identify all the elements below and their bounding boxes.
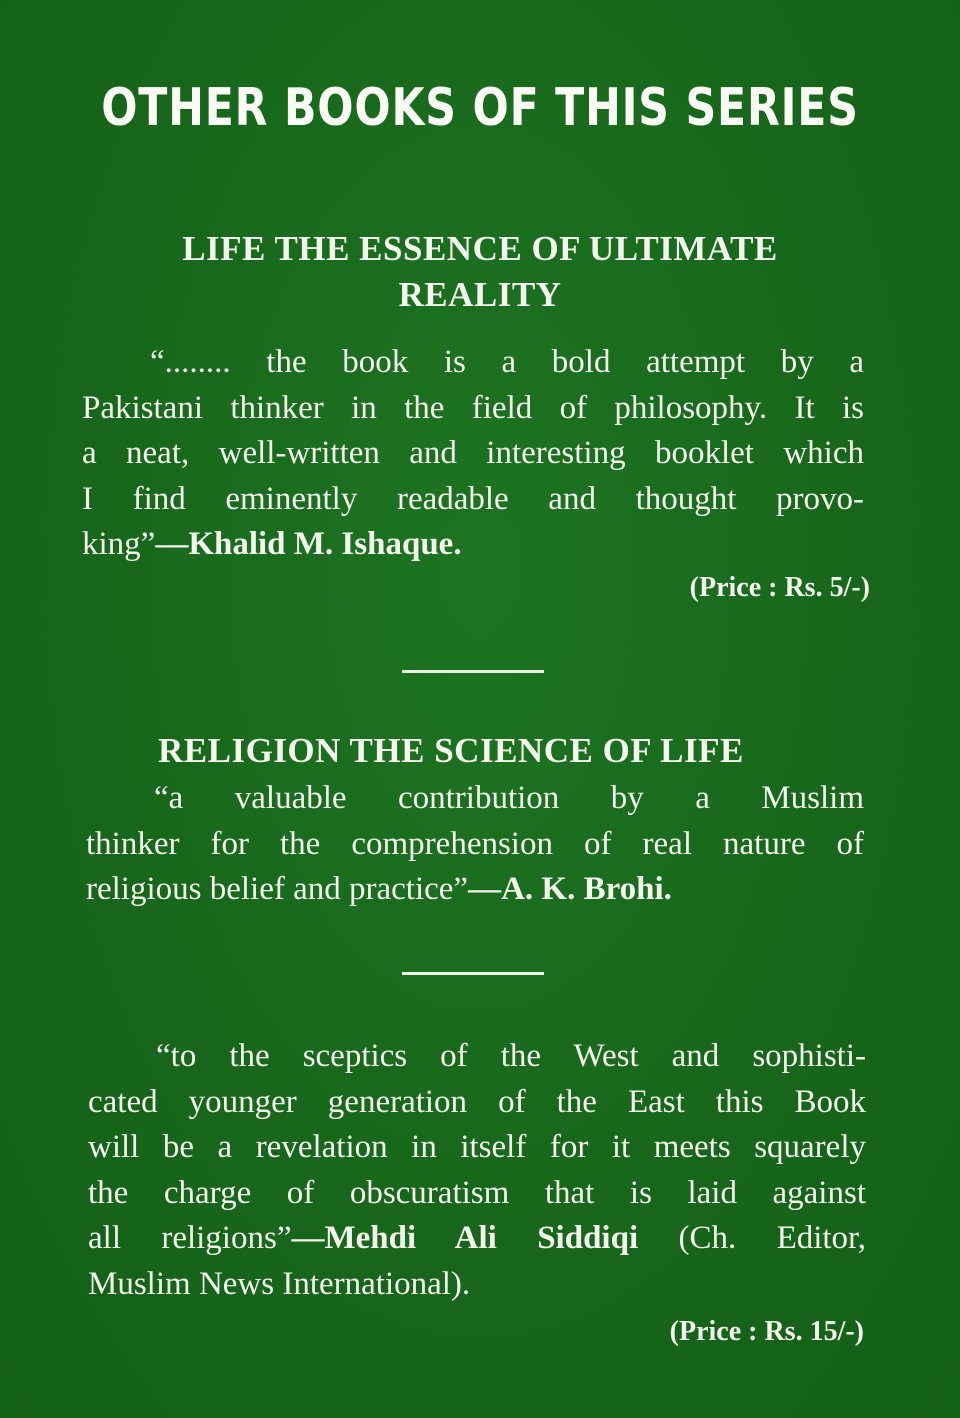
book-title-2: RELIGION THE SCIENCE OF LIFE [158, 731, 744, 770]
review-2-line-1: “a valuable contribution by a Muslim [154, 780, 864, 816]
section-divider-1 [402, 670, 544, 673]
review-3-author-title: (Ch. Editor, [638, 1220, 866, 1256]
book-2-price: (Price : Rs. 15/-) [669, 1316, 864, 1347]
review-2-text-end: religious belief and practice” [86, 871, 469, 907]
book-title-1 [80, 226, 880, 318]
book-2-review [86, 776, 864, 913]
review-3-text-end: all religions” [88, 1220, 292, 1256]
review-1-line-4: I find eminently readable and thought provo- [82, 480, 864, 517]
review-3-line-5 [88, 1216, 866, 1262]
review-3-line-2: cated younger generation of the East this Book [88, 1083, 866, 1120]
review-2-author: —A. K. Brohi. [468, 871, 672, 907]
book-2-review-2 [88, 1034, 866, 1307]
review-3-line-6: Muslim News International). [88, 1265, 471, 1302]
review-1-line-5 [82, 522, 864, 568]
review-1-line-1: “........ the book is a bold attempt by a [150, 344, 864, 380]
section-divider-2 [402, 972, 544, 975]
review-1-line-2: Pakistani thinker in the field of philosophy. It is [82, 389, 864, 426]
review-3-line-4: the charge of obscuratism that is laid against [88, 1174, 866, 1211]
page-heading: OTHER BOOKS OF THIS SERIES [101, 78, 859, 138]
book-1-review [82, 340, 864, 568]
review-1-line-3: a neat, well-written and interesting booklet which [82, 435, 864, 471]
review-2-line-3 [86, 867, 864, 913]
book-title-1-line1: LIFE THE ESSENCE OF ULTIMATE [182, 229, 778, 268]
review-2-line-2: thinker for the comprehension of real nature of [86, 825, 864, 862]
book-1-price: (Price : Rs. 5/-) [689, 572, 870, 603]
book-title-1-line2: REALITY [398, 275, 562, 314]
review-3-line-1: “to the sceptics of the West and sophisti- [156, 1038, 866, 1074]
review-1-author: —Khalid M. Ishaque. [155, 526, 462, 562]
review-3-author: —Mehdi Ali Siddiqi [291, 1220, 639, 1256]
review-1-text-end: king” [82, 526, 156, 562]
review-3-line-3: will be a revelation in itself for it meets squarely [88, 1129, 866, 1165]
